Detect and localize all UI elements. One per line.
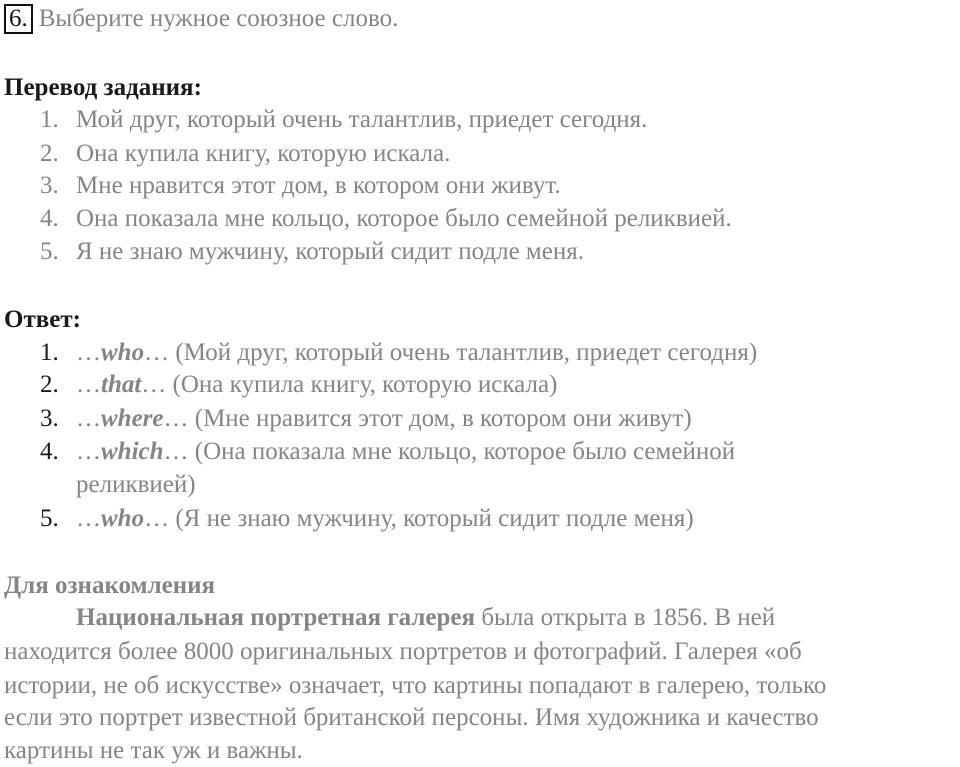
info-text: была открыта в 1856. В ней — [475, 604, 776, 631]
task-instruction: Выберите нужное союзное слово. — [38, 5, 399, 32]
answer-suffix: … (Мой друг, который очень талантлив, приедет сегодня) — [144, 339, 758, 366]
item-number: 5. — [40, 505, 59, 532]
answer-prefix: … — [76, 339, 101, 366]
item-number: 4. — [40, 438, 59, 465]
item-number: 3. — [40, 172, 59, 199]
item-number: 5. — [40, 238, 59, 265]
answer-suffix: … (Я не знаю мужчину, который сидит подле меня) — [144, 505, 694, 532]
translation-item — [40, 203, 732, 235]
answer-word: where — [101, 405, 164, 432]
item-text: Она купила книгу, которую искала. — [76, 140, 451, 167]
item-number: 2. — [40, 140, 59, 167]
item-number: 4. — [40, 205, 59, 232]
answer-suffix: … (Она купила книгу, которую искала) — [141, 371, 558, 398]
answer-prefix: … — [76, 405, 101, 432]
answer-suffix: … (Мне нравится этот дом, в котором они живут) — [163, 405, 692, 432]
item-text: Я не знаю мужчину, который сидит подле меня. — [76, 238, 584, 265]
answer-heading: Ответ: — [4, 306, 81, 333]
translation-item — [40, 104, 647, 136]
answer-word: who — [101, 505, 145, 532]
translation-heading: Перевод задания: — [4, 74, 202, 101]
answer-item — [40, 337, 757, 369]
answer-suffix: … (Она показала мне кольцо, которое было семейной — [163, 438, 736, 465]
answer-item — [40, 436, 735, 468]
answer-word: which — [101, 438, 164, 465]
item-number: 1. — [40, 106, 59, 133]
answer-item — [40, 503, 694, 535]
answer-prefix: … — [76, 371, 101, 398]
info-paragraph-line: картины не так уж и важны. — [4, 737, 303, 764]
answer-prefix: … — [76, 505, 101, 532]
task-header — [4, 3, 398, 35]
item-number: 1. — [40, 339, 59, 366]
item-number: 2. — [40, 371, 59, 398]
item-text: Она показала мне кольцо, которое было семейной реликвией. — [76, 205, 732, 232]
item-number: 3. — [40, 405, 59, 432]
task-number: 6. — [4, 4, 33, 34]
info-paragraph-line: если это портрет известной британской персоны. Имя художника и качество — [4, 704, 819, 731]
answer-item — [40, 403, 692, 435]
translation-item — [40, 170, 561, 202]
info-heading: Для ознакомления — [4, 572, 216, 599]
answer-prefix: … — [76, 438, 101, 465]
info-paragraph-line: находится более 8000 оригинальных портретов и фотографий. Галерея «об — [4, 638, 802, 665]
info-paragraph-line: истории, не об искусстве» означает, что картины попадают в галерею, только — [4, 672, 827, 699]
answer-word: that — [101, 371, 142, 398]
item-text: Мне нравится этот дом, в котором они живут. — [76, 172, 561, 199]
answer-item — [40, 369, 557, 401]
answer-continuation: реликвией) — [76, 471, 196, 498]
translation-item — [40, 236, 584, 268]
answer-word: who — [101, 339, 145, 366]
translation-item — [40, 138, 450, 170]
info-paragraph-line — [76, 602, 775, 634]
item-text: Мой друг, который очень талантлив, приедет сегодня. — [76, 106, 648, 133]
gallery-name: Национальная портретная галерея — [76, 604, 476, 631]
